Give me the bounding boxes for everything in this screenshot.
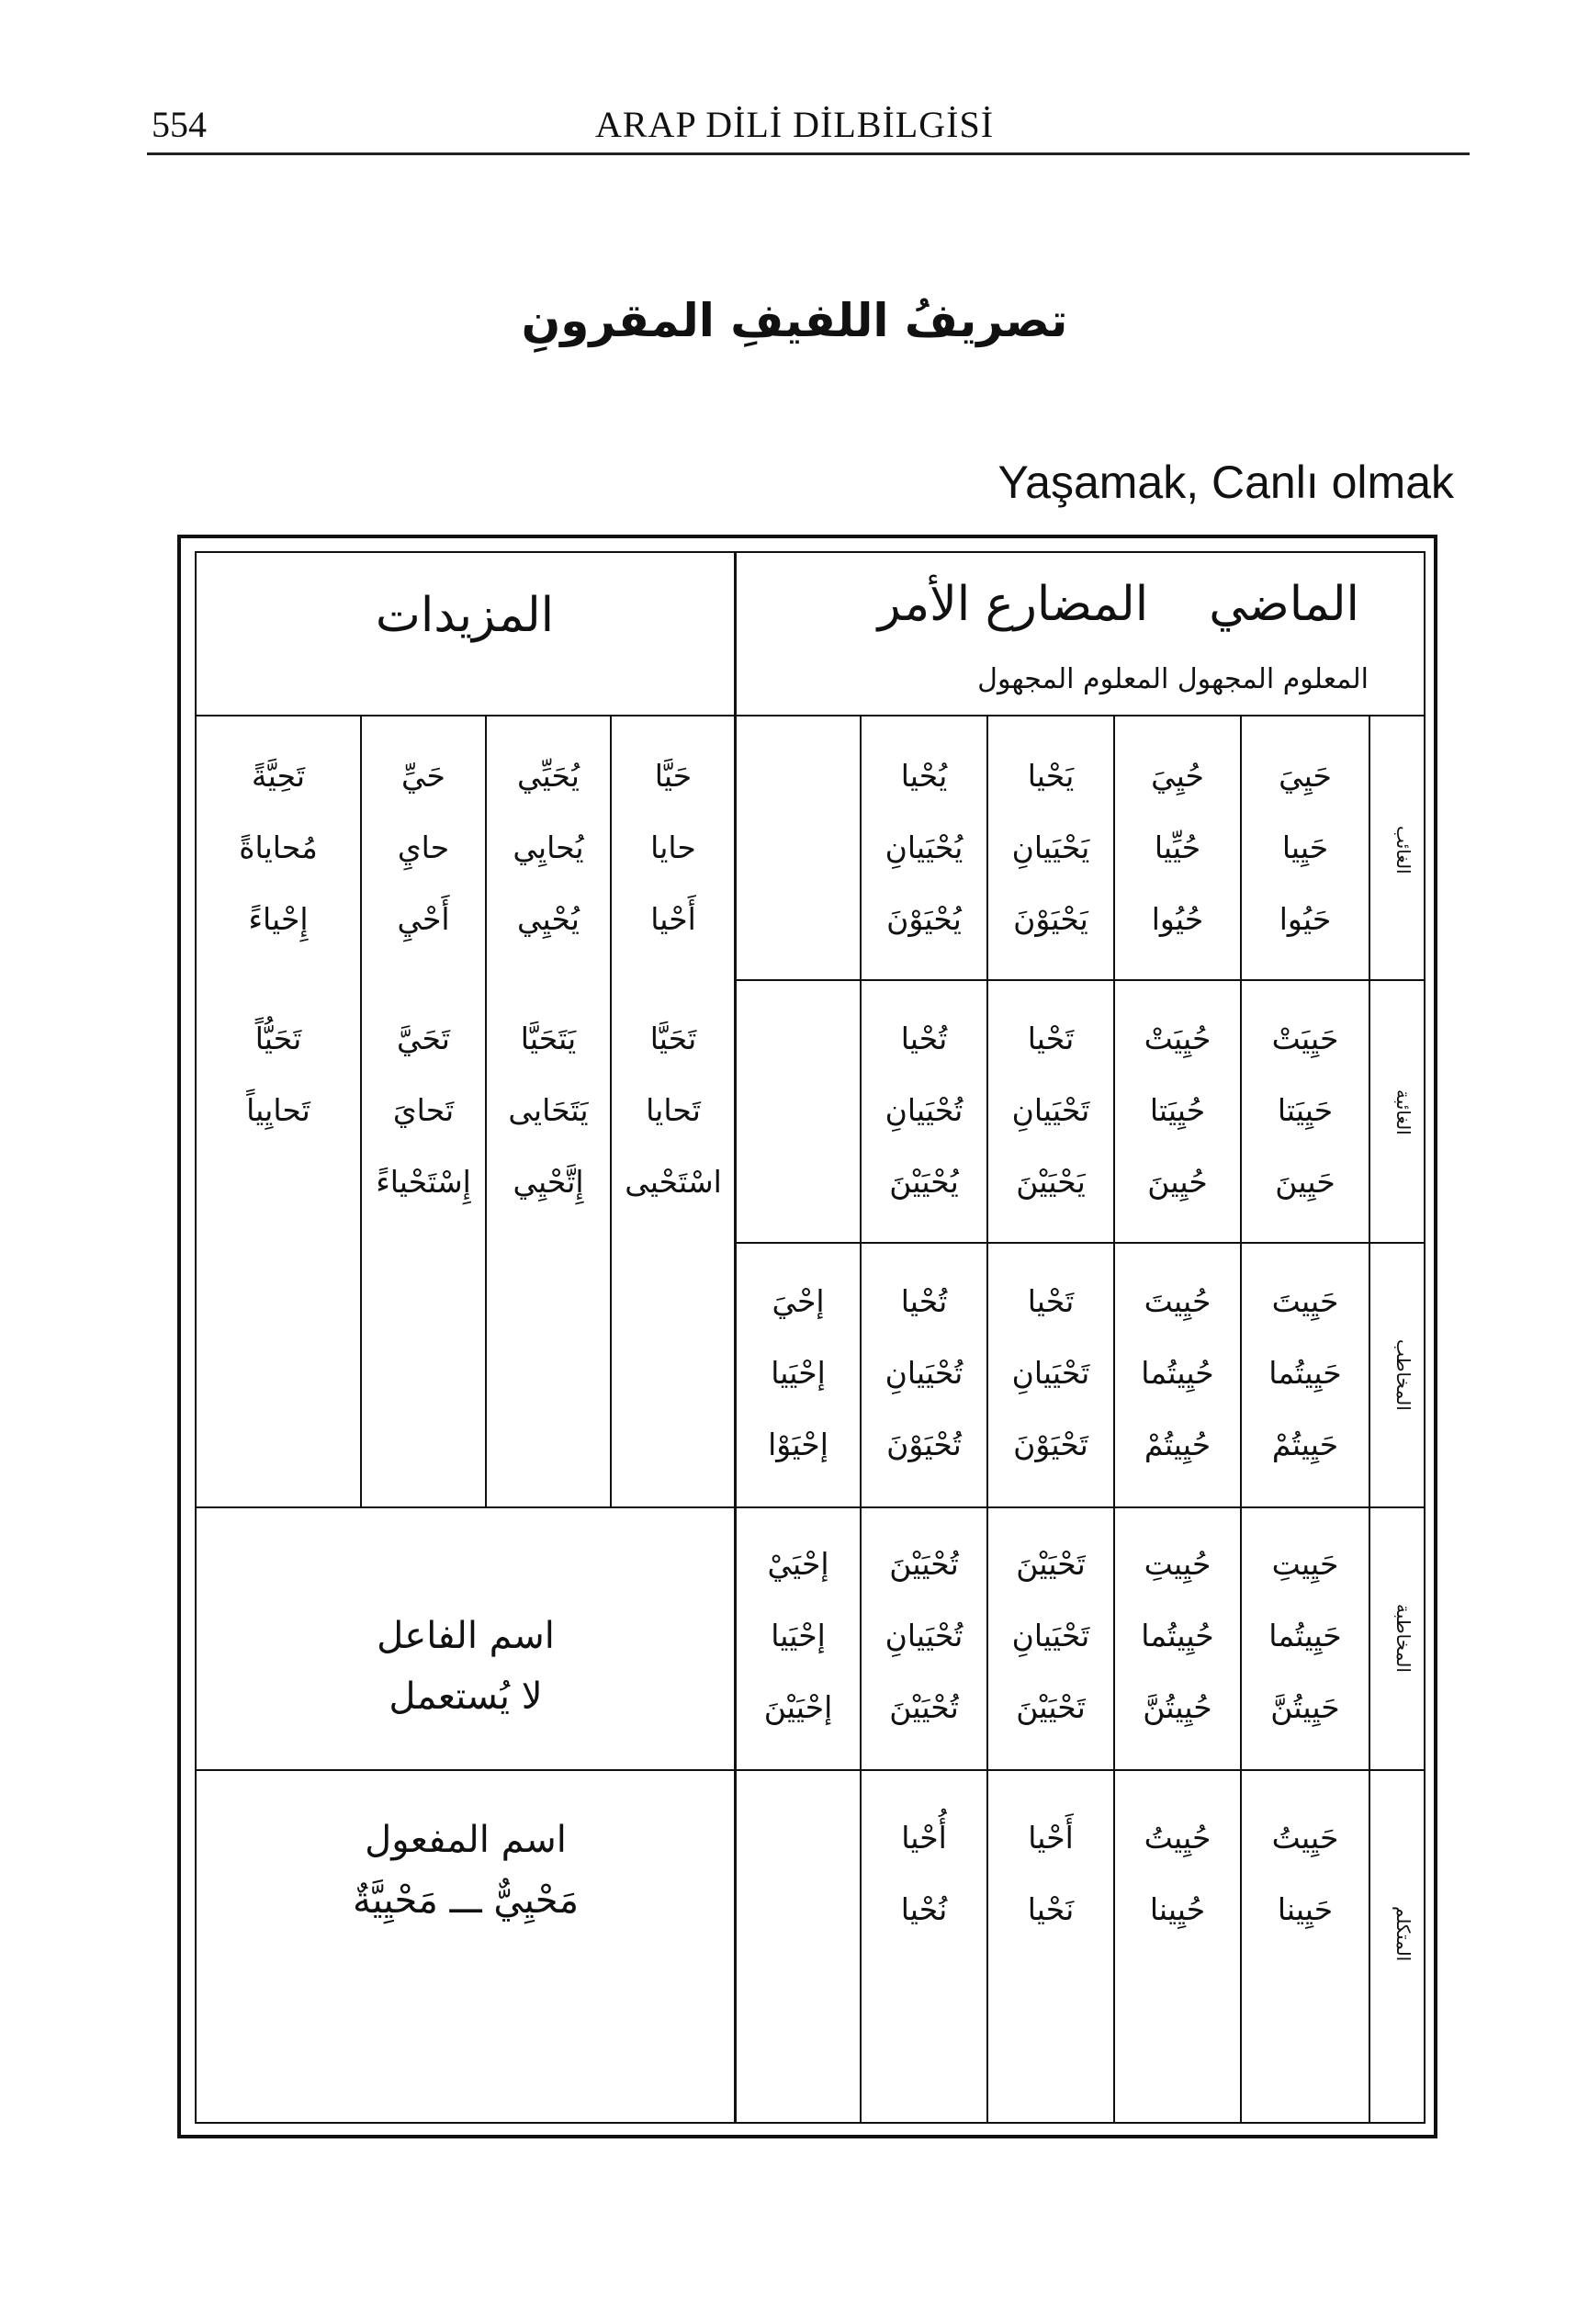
derived-col3-top: حَيِّ حايِ أَحْيِ	[397, 758, 450, 937]
row-label-mutakallim: المتكلم	[1392, 1905, 1414, 1962]
cell-r5-present-active: أَحْيا نَحْيا	[1027, 1820, 1075, 1927]
cell-r3-past-passive: حُيِيتَ حُيِيتُما حُيِيتُمْ	[1141, 1283, 1214, 1462]
header-mazidat: المزيدات	[375, 588, 555, 643]
book-title: ARAP DİLİ DİLBİLGİSİ	[594, 104, 995, 145]
page-number: 554	[152, 104, 207, 145]
cell-r4-past-active: حَيِيتِ حَيِيتُما حَيِيتُنَّ	[1268, 1546, 1342, 1725]
cell-r4-present-passive: تُحْيَيْنَ تُحْيَيانِ تُحْيَيْنَ	[885, 1546, 964, 1725]
cell-r5-past-active: حَيِيتُ حَيِينا	[1271, 1820, 1339, 1927]
ism-fail: اسم الفاعل لا يُستعمل	[377, 1615, 555, 1718]
row-label-ghaiba: الغائبة	[1392, 1089, 1414, 1135]
row-divider-2	[735, 1242, 1426, 1244]
subtitle: Yaşamak, Canlı olmak	[997, 457, 1454, 508]
derived-col1-bottom: تَحَيَّا تَحايا اسْتَحْيى	[625, 1021, 722, 1200]
derived-col2-bottom: يَتَحَيَّا يَتَحَايى إِتَّحْيِي	[508, 1021, 589, 1200]
row-divider-1	[735, 979, 1426, 981]
cell-r5-past-passive: حُيِيتُ حُيِينا	[1144, 1820, 1211, 1927]
derived-col3-bottom: تَحَيَّ تَحايَ إِسْتَحْياءً	[376, 1021, 471, 1200]
cell-r4-imperative: إحْيَيْ إحْيَيا إحْيَيْنَ	[763, 1546, 833, 1725]
header-tense-titles: الماضي المضارع الأمر	[877, 577, 1359, 632]
page-title: تصريفُ اللفيفِ المقرونِ	[521, 294, 1068, 347]
derived-col1-top: حَيَّا حايا أَحْيا	[650, 758, 696, 937]
cell-r3-imperative: إحْيَ إحْيَيا إحْيَوْا	[768, 1283, 828, 1462]
cell-r2-past-active: حَيِيَتْ حَيِيَتا حَيِينَ	[1271, 1021, 1339, 1200]
row-label-mukhatab: المخاطب	[1392, 1339, 1414, 1411]
cell-r5-present-passive: أُحْيا نُحْيا	[900, 1820, 948, 1927]
derived-col4-bottom: تَحَيُّاً تَحايِياً	[246, 1021, 310, 1128]
col-divider-label	[1369, 715, 1370, 2124]
cell-r3-past-active: حَيِيتَ حَيِيتُما حَيِيتُمْ	[1268, 1283, 1342, 1462]
row-label-mukhataba: المخاطبة	[1392, 1603, 1414, 1673]
cell-r2-present-active: تَحْيا تَحْيَيانِ يَحْيَيْنَ	[1011, 1021, 1090, 1200]
ism-maful: اسم المفعول مَحْيِيٌّ ـــ مَحْيِيَّةٌ	[352, 1819, 580, 1922]
cell-r1-present-passive: يُحْيا يُحْيَيانِ يُحْيَوْنَ	[885, 758, 964, 937]
cell-r4-past-passive: حُيِيتِ حُيِيتُما حُيِيتُنَّ	[1141, 1546, 1214, 1725]
header-voice-titles: المعلوم المجهول المعلوم المجهول	[977, 663, 1369, 695]
header-rule	[147, 152, 1470, 155]
cell-r3-present-passive: تُحْيا تُحْيَيانِ تُحْيَوْنَ	[885, 1283, 964, 1462]
cell-r4-present-active: تَحْيَيْنَ تَحْيَيانِ تَحْيَيْنَ	[1011, 1546, 1090, 1725]
row-label-ghaib: الغائب	[1392, 825, 1414, 874]
cell-r1-past-passive: حُيِيَ حُيِّيا حُيُوا	[1151, 758, 1204, 937]
cell-r2-past-passive: حُيِيَتْ حُيِيَتا حُيِينَ	[1144, 1021, 1211, 1200]
cell-r1-past-active: حَيِيَ حَيِيا حَيُوا	[1279, 758, 1332, 937]
cell-r1-present-active: يَحْيا يَحْيَيانِ يَحْيَوْنَ	[1011, 758, 1090, 937]
derived-col4-top: تَحِيَّةً مُحاياةً إِحْياءً	[239, 758, 318, 937]
derived-col2-top: يُحَيِّي يُحايِي يُحْيِي	[513, 758, 584, 937]
cell-r3-present-active: تَحْيا تَحْيَيانِ تَحْيَوْنَ	[1011, 1283, 1090, 1462]
cell-r2-present-passive: تُحْيا تُحْيَيانِ يُحْيَيْنَ	[885, 1021, 964, 1200]
